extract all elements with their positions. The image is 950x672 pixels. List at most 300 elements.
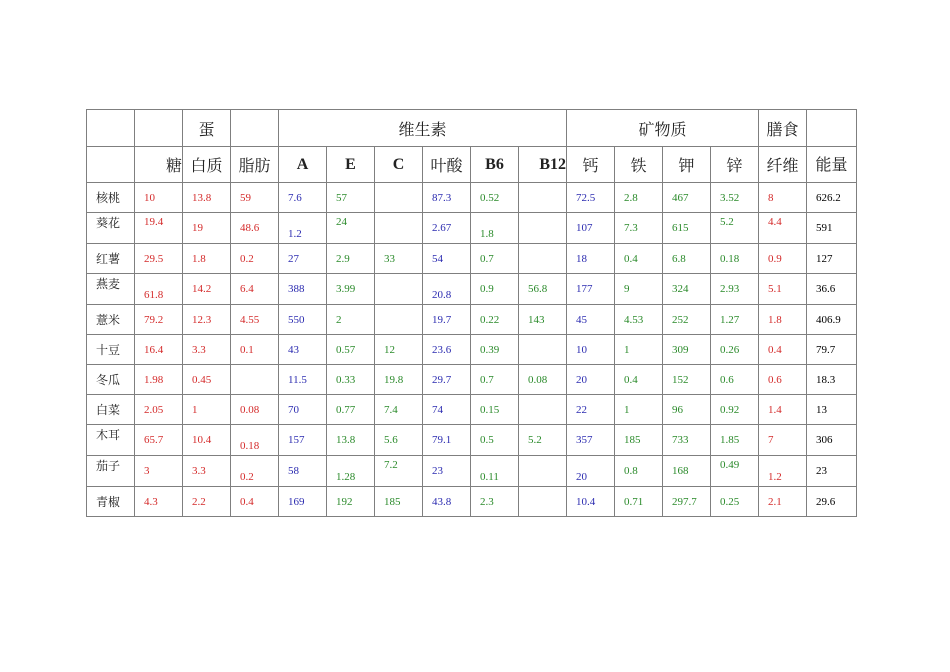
cell-fat xyxy=(231,305,279,335)
cell-value-energy: 36.6 xyxy=(816,283,836,295)
cell-a xyxy=(279,274,327,305)
cell-e xyxy=(327,183,375,213)
cell-sugar xyxy=(135,425,183,456)
cell-e xyxy=(327,425,375,456)
table-row xyxy=(87,365,857,395)
cell-e xyxy=(327,365,375,395)
cell-fat xyxy=(231,335,279,365)
cell-value-a: 70 xyxy=(288,403,299,416)
cell-fiber xyxy=(759,487,807,517)
cell-value-fat: 0.1 xyxy=(240,343,254,356)
cell-value-b6: 0.15 xyxy=(480,403,500,416)
cell-e xyxy=(327,244,375,274)
cell-b6 xyxy=(471,183,519,213)
cell-energy xyxy=(807,183,857,213)
cell-a xyxy=(279,425,327,456)
cell-iron xyxy=(615,305,663,335)
col-header-sugar: 糖 xyxy=(135,147,183,183)
cell-a xyxy=(279,487,327,517)
cell-value-energy: 79.7 xyxy=(816,343,836,356)
cell-value-c: 33 xyxy=(384,252,395,265)
cell-value-iron: 9 xyxy=(624,283,630,295)
cell-fiber xyxy=(759,244,807,274)
cell-value-calcium: 72.5 xyxy=(576,191,596,204)
cell-value-potassium: 96 xyxy=(672,403,683,416)
cell-value-fiber: 1.4 xyxy=(768,403,782,416)
cell-e xyxy=(327,487,375,517)
cell-b6 xyxy=(471,335,519,365)
cell-protein xyxy=(183,395,231,425)
nutrition-table xyxy=(86,109,857,517)
cell-e xyxy=(327,274,375,305)
cell-b12 xyxy=(519,305,567,335)
cell-fat xyxy=(231,244,279,274)
cell-value-potassium: 252 xyxy=(672,313,689,326)
cell-value-sugar: 61.8 xyxy=(144,289,164,301)
cell-b12 xyxy=(519,425,567,456)
cell-zinc xyxy=(711,274,759,305)
cell-value-e: 24 xyxy=(336,216,347,228)
cell-value-folate: 87.3 xyxy=(432,191,452,204)
cell-value-b6: 0.5 xyxy=(480,434,494,446)
cell-c xyxy=(375,305,423,335)
cell-protein xyxy=(183,244,231,274)
cell-iron xyxy=(615,487,663,517)
cell-b6 xyxy=(471,395,519,425)
cell-value-fiber: 0.9 xyxy=(768,252,782,265)
cell-value-potassium: 168 xyxy=(672,465,689,477)
cell-b12 xyxy=(519,183,567,213)
cell-energy xyxy=(807,274,857,305)
cell-value-fiber: 0.4 xyxy=(768,343,782,356)
cell-value-sugar: 4.3 xyxy=(144,495,158,508)
table-row xyxy=(87,395,857,425)
cell-value-e: 57 xyxy=(336,191,347,204)
cell-potassium xyxy=(663,244,711,274)
cell-folate xyxy=(423,365,471,395)
cell-value-fat: 0.2 xyxy=(240,252,254,265)
cell-e xyxy=(327,335,375,365)
cell-value-folate: 23.6 xyxy=(432,343,452,356)
cell-value-b6: 0.9 xyxy=(480,283,494,295)
cell-value-a: 27 xyxy=(288,252,299,265)
cell-value-fiber: 0.6 xyxy=(768,373,782,386)
cell-value-e: 2 xyxy=(336,313,342,326)
cell-fat xyxy=(231,456,279,487)
col-header-vitamin-c: C xyxy=(375,147,423,183)
cell-value-b6: 0.52 xyxy=(480,191,500,204)
cell-e xyxy=(327,213,375,244)
cell-potassium xyxy=(663,274,711,305)
cell-b6 xyxy=(471,244,519,274)
cell-folate xyxy=(423,395,471,425)
cell-value-a: 58 xyxy=(288,465,299,477)
cell-value-zinc: 0.25 xyxy=(720,495,740,508)
cell-fiber xyxy=(759,395,807,425)
cell-value-fat: 0.08 xyxy=(240,403,260,416)
cell-potassium xyxy=(663,365,711,395)
cell-value-calcium: 20 xyxy=(576,373,587,386)
cell-value-energy: 406.9 xyxy=(816,313,841,326)
col-header-vitamin-e: E xyxy=(327,147,375,183)
cell-value-calcium: 357 xyxy=(576,434,593,446)
cell-value-b6: 1.8 xyxy=(480,228,494,240)
cell-calcium xyxy=(567,213,615,244)
col-header-potassium: 钾 xyxy=(663,147,711,183)
cell-value-folate: 2.67 xyxy=(432,222,452,234)
cell-energy xyxy=(807,244,857,274)
cell-b12 xyxy=(519,487,567,517)
cell-value-e: 2.9 xyxy=(336,252,350,265)
cell-value-sugar: 65.7 xyxy=(144,434,164,446)
cell-iron xyxy=(615,213,663,244)
cell-value-zinc: 5.2 xyxy=(720,216,734,228)
cell-value-b6: 0.39 xyxy=(480,343,500,356)
cell-value-sugar: 16.4 xyxy=(144,343,164,356)
cell-value-folate: 79.1 xyxy=(432,434,452,446)
cell-value-calcium: 45 xyxy=(576,313,587,326)
empty-header-cell xyxy=(231,110,279,147)
cell-value-potassium: 733 xyxy=(672,434,689,446)
cell-iron xyxy=(615,456,663,487)
cell-sugar xyxy=(135,305,183,335)
cell-value-fiber: 1.2 xyxy=(768,471,782,483)
cell-protein xyxy=(183,425,231,456)
food-name-cell: 十豆 xyxy=(87,335,135,365)
cell-value-a: 1.2 xyxy=(288,228,302,240)
cell-a xyxy=(279,305,327,335)
cell-value-e: 3.99 xyxy=(336,283,356,295)
cell-b6 xyxy=(471,213,519,244)
cell-folate xyxy=(423,244,471,274)
food-name-cell: 青椒 xyxy=(87,487,135,517)
cell-value-a: 169 xyxy=(288,495,305,508)
cell-potassium xyxy=(663,456,711,487)
cell-value-protein: 10.4 xyxy=(192,434,212,446)
cell-b6 xyxy=(471,305,519,335)
cell-protein xyxy=(183,274,231,305)
cell-potassium xyxy=(663,425,711,456)
cell-zinc xyxy=(711,213,759,244)
cell-value-potassium: 297.7 xyxy=(672,495,697,508)
cell-value-calcium: 107 xyxy=(576,222,593,234)
col-header-calcium: 钙 xyxy=(567,147,615,183)
cell-iron xyxy=(615,395,663,425)
cell-value-iron: 0.71 xyxy=(624,495,644,508)
cell-value-b6: 2.3 xyxy=(480,495,494,508)
cell-folate xyxy=(423,456,471,487)
cell-value-folate: 19.7 xyxy=(432,313,452,326)
cell-value-energy: 591 xyxy=(816,222,833,234)
cell-value-calcium: 10 xyxy=(576,343,587,356)
cell-energy xyxy=(807,365,857,395)
cell-potassium xyxy=(663,395,711,425)
food-name-cell: 白菜 xyxy=(87,395,135,425)
cell-value-calcium: 177 xyxy=(576,283,593,295)
cell-value-iron: 1 xyxy=(624,343,630,356)
cell-zinc xyxy=(711,425,759,456)
table-row xyxy=(87,244,857,274)
cell-value-zinc: 1.27 xyxy=(720,313,740,326)
cell-value-folate: 43.8 xyxy=(432,495,452,508)
cell-protein xyxy=(183,305,231,335)
cell-energy xyxy=(807,335,857,365)
cell-a xyxy=(279,456,327,487)
cell-calcium xyxy=(567,335,615,365)
cell-c xyxy=(375,244,423,274)
cell-sugar xyxy=(135,456,183,487)
table-row xyxy=(87,487,857,517)
cell-value-energy: 626.2 xyxy=(816,191,841,204)
minerals-group-header: 矿物质 xyxy=(567,110,759,147)
cell-fat xyxy=(231,274,279,305)
cell-energy xyxy=(807,395,857,425)
cell-value-a: 157 xyxy=(288,434,305,446)
food-name-cell: 冬瓜 xyxy=(87,365,135,395)
cell-iron xyxy=(615,425,663,456)
table-row xyxy=(87,456,857,487)
cell-iron xyxy=(615,365,663,395)
food-name-cell: 红薯 xyxy=(87,244,135,274)
cell-c xyxy=(375,274,423,305)
cell-fat xyxy=(231,365,279,395)
cell-calcium xyxy=(567,305,615,335)
cell-c xyxy=(375,183,423,213)
col-header-folate: 叶酸 xyxy=(423,147,471,183)
cell-value-b6: 0.11 xyxy=(480,471,499,483)
cell-e xyxy=(327,456,375,487)
cell-e xyxy=(327,395,375,425)
vitamins-group-header: 维生素 xyxy=(279,110,567,147)
corner-cell xyxy=(87,110,135,147)
cell-b12 xyxy=(519,395,567,425)
cell-value-protein: 13.8 xyxy=(192,191,212,204)
cell-value-fiber: 4.4 xyxy=(768,216,782,228)
cell-zinc xyxy=(711,365,759,395)
col-header-fat: 脂肪 xyxy=(231,147,279,183)
cell-fiber xyxy=(759,305,807,335)
cell-value-protein: 0.45 xyxy=(192,373,212,386)
cell-value-e: 0.77 xyxy=(336,403,356,416)
cell-energy xyxy=(807,425,857,456)
cell-value-zinc: 0.92 xyxy=(720,403,740,416)
cell-value-a: 550 xyxy=(288,313,305,326)
empty-header-cell xyxy=(135,110,183,147)
cell-sugar xyxy=(135,244,183,274)
cell-folate xyxy=(423,487,471,517)
cell-sugar xyxy=(135,335,183,365)
cell-value-iron: 2.8 xyxy=(624,191,638,204)
empty-header-cell xyxy=(807,110,857,147)
food-name-cell: 薏米 xyxy=(87,305,135,335)
group-header-row xyxy=(87,110,857,147)
cell-value-iron: 1 xyxy=(624,403,630,416)
cell-c xyxy=(375,456,423,487)
cell-b6 xyxy=(471,456,519,487)
cell-a xyxy=(279,244,327,274)
food-name-cell: 葵花 xyxy=(87,213,135,244)
table-row xyxy=(87,335,857,365)
cell-fiber xyxy=(759,213,807,244)
cell-value-a: 388 xyxy=(288,283,305,295)
cell-zinc xyxy=(711,183,759,213)
cell-value-e: 1.28 xyxy=(336,471,356,483)
cell-value-calcium: 10.4 xyxy=(576,495,596,508)
cell-value-e: 0.33 xyxy=(336,373,356,386)
cell-value-zinc: 1.85 xyxy=(720,434,740,446)
table-row xyxy=(87,213,857,244)
cell-b6 xyxy=(471,487,519,517)
cell-b6 xyxy=(471,425,519,456)
cell-value-fat: 48.6 xyxy=(240,222,260,234)
cell-potassium xyxy=(663,213,711,244)
cell-folate xyxy=(423,213,471,244)
cell-folate xyxy=(423,183,471,213)
cell-fat xyxy=(231,395,279,425)
cell-value-fat: 0.18 xyxy=(240,440,260,452)
cell-value-energy: 306 xyxy=(816,434,833,446)
cell-protein xyxy=(183,365,231,395)
cell-value-fiber: 5.1 xyxy=(768,283,782,295)
cell-potassium xyxy=(663,305,711,335)
cell-c xyxy=(375,335,423,365)
cell-value-fiber: 7 xyxy=(768,434,774,446)
cell-value-folate: 74 xyxy=(432,403,443,416)
cell-protein xyxy=(183,456,231,487)
cell-energy xyxy=(807,305,857,335)
cell-value-zinc: 0.26 xyxy=(720,343,740,356)
cell-iron xyxy=(615,335,663,365)
cell-potassium xyxy=(663,183,711,213)
cell-value-energy: 23 xyxy=(816,465,827,477)
cell-a xyxy=(279,365,327,395)
cell-value-zinc: 3.52 xyxy=(720,191,740,204)
cell-value-b6: 0.22 xyxy=(480,313,500,326)
cell-value-iron: 0.4 xyxy=(624,252,638,265)
cell-e xyxy=(327,305,375,335)
cell-value-fat: 0.4 xyxy=(240,495,254,508)
cell-value-iron: 7.3 xyxy=(624,222,638,234)
food-name-cell: 茄子 xyxy=(87,456,135,487)
cell-a xyxy=(279,213,327,244)
cell-value-a: 43 xyxy=(288,343,299,356)
cell-zinc xyxy=(711,305,759,335)
cell-value-energy: 13 xyxy=(816,403,827,416)
cell-zinc xyxy=(711,244,759,274)
cell-value-energy: 29.6 xyxy=(816,495,836,508)
cell-b12 xyxy=(519,213,567,244)
cell-calcium xyxy=(567,487,615,517)
cell-value-calcium: 18 xyxy=(576,252,587,265)
cell-b12 xyxy=(519,335,567,365)
cell-calcium xyxy=(567,425,615,456)
cell-b12 xyxy=(519,456,567,487)
cell-value-a: 11.5 xyxy=(288,373,307,386)
cell-value-c: 5.6 xyxy=(384,434,398,446)
cell-value-sugar: 19.4 xyxy=(144,216,164,228)
col-header-vitamin-b6: B6 xyxy=(471,147,519,183)
cell-value-iron: 185 xyxy=(624,434,641,446)
cell-value-calcium: 22 xyxy=(576,403,587,416)
cell-value-b6: 0.7 xyxy=(480,252,494,265)
cell-energy xyxy=(807,213,857,244)
cell-value-sugar: 2.05 xyxy=(144,403,164,416)
cell-value-potassium: 6.8 xyxy=(672,252,686,265)
cell-value-e: 13.8 xyxy=(336,434,356,446)
col-header-iron: 铁 xyxy=(615,147,663,183)
cell-value-c: 19.8 xyxy=(384,373,404,386)
cell-b6 xyxy=(471,274,519,305)
cell-c xyxy=(375,487,423,517)
cell-c xyxy=(375,213,423,244)
cell-value-protein: 12.3 xyxy=(192,313,212,326)
cell-value-fat: 6.4 xyxy=(240,283,254,295)
col-header-vitamin-b12: B12 xyxy=(519,147,567,183)
cell-fiber xyxy=(759,365,807,395)
corner-cell xyxy=(87,147,135,183)
fiber-group-header: 膳食 xyxy=(759,110,807,147)
food-name-cell: 燕麦 xyxy=(87,274,135,305)
cell-value-e: 192 xyxy=(336,495,353,508)
cell-folate xyxy=(423,335,471,365)
cell-calcium xyxy=(567,274,615,305)
cell-value-protein: 19 xyxy=(192,222,203,234)
food-name-cell: 木耳 xyxy=(87,425,135,456)
col-header-zinc: 锌 xyxy=(711,147,759,183)
cell-value-sugar: 10 xyxy=(144,191,155,204)
cell-value-sugar: 1.98 xyxy=(144,373,164,386)
cell-value-a: 7.6 xyxy=(288,191,302,204)
cell-value-protein: 1.8 xyxy=(192,252,206,265)
column-header-row xyxy=(87,147,857,183)
protein-group-header: 蛋 xyxy=(183,110,231,147)
cell-value-c: 7.4 xyxy=(384,403,398,416)
cell-c xyxy=(375,365,423,395)
cell-value-potassium: 467 xyxy=(672,191,689,204)
cell-potassium xyxy=(663,487,711,517)
cell-value-energy: 127 xyxy=(816,252,833,265)
cell-sugar xyxy=(135,183,183,213)
cell-fat xyxy=(231,487,279,517)
cell-c xyxy=(375,395,423,425)
cell-value-c: 185 xyxy=(384,495,401,508)
col-header-protein: 白质 xyxy=(183,147,231,183)
table-row xyxy=(87,425,857,456)
cell-fat xyxy=(231,183,279,213)
cell-sugar xyxy=(135,365,183,395)
cell-folate xyxy=(423,274,471,305)
cell-protein xyxy=(183,213,231,244)
cell-a xyxy=(279,335,327,365)
cell-b12 xyxy=(519,365,567,395)
cell-energy xyxy=(807,487,857,517)
cell-sugar xyxy=(135,213,183,244)
cell-fiber xyxy=(759,456,807,487)
cell-value-potassium: 324 xyxy=(672,283,689,295)
cell-value-folate: 54 xyxy=(432,252,443,265)
cell-sugar xyxy=(135,487,183,517)
cell-value-sugar: 79.2 xyxy=(144,313,164,326)
food-name-cell: 核桃 xyxy=(87,183,135,213)
table-row xyxy=(87,274,857,305)
cell-calcium xyxy=(567,183,615,213)
cell-protein xyxy=(183,335,231,365)
cell-value-iron: 4.53 xyxy=(624,313,644,326)
col-header-fiber: 纤维 xyxy=(759,147,807,183)
cell-calcium xyxy=(567,456,615,487)
cell-value-protein: 1 xyxy=(192,403,198,416)
cell-fat xyxy=(231,425,279,456)
